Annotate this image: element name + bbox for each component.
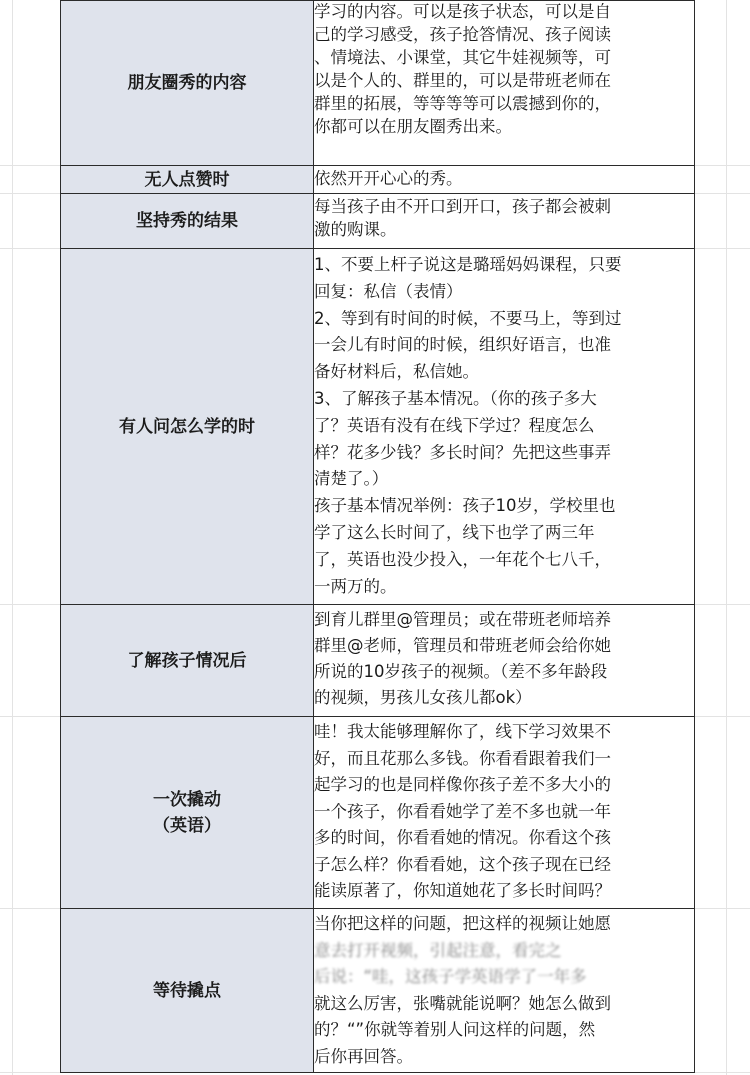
content-line: 孩子基本情况举例：孩子10岁，学校里也 bbox=[314, 496, 616, 516]
row-label-text: 有人问怎么学的时 bbox=[119, 416, 255, 437]
content-line: 哇！我太能够理解你了，线下学习效果不 bbox=[314, 722, 611, 741]
content-line: 好，而且花那么多钱。你看看跟着我们一 bbox=[314, 748, 611, 768]
content-line: 样？花多少钱？多长时间？先把这些事弄 bbox=[314, 442, 611, 462]
row-label bbox=[61, 717, 314, 909]
content-line: 的视频，男孩儿女孩儿都ok） bbox=[314, 688, 532, 707]
content-line: 清楚了。） bbox=[314, 469, 389, 489]
table-row bbox=[61, 194, 695, 249]
table-row bbox=[61, 717, 695, 909]
row-content bbox=[314, 194, 695, 249]
info-table bbox=[60, 0, 695, 1073]
content-line: 一会儿有时间的时候，组织好语言，也准 bbox=[314, 335, 611, 355]
row-label-text: 坚持秀的结果 bbox=[136, 211, 238, 231]
content-line: 每当孩子由不开口到开口，孩子都会被刺 bbox=[314, 197, 611, 216]
content-line: 回复：私信（表情） bbox=[314, 281, 463, 301]
row-label bbox=[61, 909, 314, 1073]
content-line: 己的学习感受，孩子抢答情况、孩子阅读 bbox=[314, 24, 611, 44]
content-line: 学了这么长时间了，线下也学了两三年 bbox=[314, 522, 595, 542]
content-line: 2、等到有时间的时候，不要马上，等到过 bbox=[314, 308, 622, 328]
content-line: 了，英语也没少投入，一年花个七八千， bbox=[314, 549, 611, 569]
content-line: 了？英语有没有在线下学过？程度怎么 bbox=[314, 415, 595, 435]
content-line: 3、了解孩子基本情况。（你的孩子多大 bbox=[314, 388, 597, 408]
content-line: 学习的内容。可以是孩子状态，可以是自 bbox=[314, 2, 611, 21]
table-row bbox=[61, 605, 695, 717]
row-content bbox=[314, 166, 695, 194]
content-line: 激的购课。 bbox=[314, 219, 397, 239]
row-content bbox=[314, 717, 695, 909]
row-content bbox=[314, 909, 695, 1073]
content-line: 能读原著了，你知道她花了多长时间吗？ bbox=[314, 881, 611, 900]
row-label-text: 朋友圈秀的内容 bbox=[127, 73, 247, 93]
table-row bbox=[61, 909, 695, 1073]
row-label bbox=[61, 194, 314, 249]
content-line: 到育儿群里@管理员；或在带班老师培养 bbox=[314, 610, 611, 629]
content-line: 子怎么样？你看看她，这个孩子现在已经 bbox=[314, 854, 611, 874]
content-line: 群里@老师，管理员和带班老师会给你她 bbox=[314, 636, 611, 655]
content-line: 后说：“哇，这孩子学英语学了一年多 bbox=[314, 967, 587, 986]
content-line: 群里的拓展，等等等等可以震撼到你的， bbox=[314, 93, 611, 113]
table-row bbox=[61, 249, 695, 605]
content-line: 意去打开视频，引起注意，看完之 bbox=[314, 940, 562, 960]
content-line: 备好材料后，私信她。 bbox=[314, 362, 479, 382]
content-line: 起学习的也是同样像你孩子差不多大小的 bbox=[314, 775, 611, 794]
content-line: 一两万的。 bbox=[314, 576, 397, 596]
content-line: 当你把这样的问题，把这样的视频让她愿 bbox=[314, 914, 611, 933]
row-label-text: （英语） bbox=[153, 815, 221, 836]
grid-column-line bbox=[12, 0, 13, 1075]
row-label-text: 等待撬点 bbox=[153, 980, 221, 1001]
content-line: 以是个人的、群里的，可以是带班老师在 bbox=[314, 70, 611, 90]
row-label bbox=[61, 166, 314, 194]
row-label bbox=[61, 249, 314, 605]
row-label-text: 了解孩子情况后 bbox=[127, 650, 247, 671]
content-line: 后你再回答。 bbox=[314, 1046, 413, 1066]
row-label bbox=[61, 1, 314, 166]
row-content bbox=[314, 249, 695, 605]
content-line: 所说的10岁孩子的视频。（差不多年龄段 bbox=[314, 662, 608, 681]
content-line: 多的时间，你看看她的情况。你看这个孩 bbox=[314, 828, 611, 847]
content-line: 的？“”你就等着别人问这样的问题，然 bbox=[314, 1020, 596, 1039]
row-content bbox=[314, 1, 695, 166]
row-content bbox=[314, 605, 695, 717]
content-line: 你都可以在朋友圈秀出来。 bbox=[314, 116, 512, 136]
row-label-text: 无人点赞时 bbox=[144, 169, 230, 190]
content-line: 一个孩子，你看看她学了差不多也就一年 bbox=[314, 801, 611, 821]
content-line: 就这么厉害，张嘴就能说啊？她怎么做到 bbox=[314, 993, 611, 1013]
table-row bbox=[61, 1, 695, 166]
table-row bbox=[61, 166, 695, 194]
row-label bbox=[61, 605, 314, 717]
content-line: 依然开开心心的秀。 bbox=[314, 169, 463, 189]
content-line: 1、不要上杆子说这是璐瑶妈妈课程，只要 bbox=[314, 255, 622, 274]
content-line: 、情境法、小课堂，其它牛娃视频等，可 bbox=[314, 47, 611, 67]
grid-column-line bbox=[726, 0, 727, 1075]
row-label-text: 一次撬动 bbox=[153, 789, 221, 810]
